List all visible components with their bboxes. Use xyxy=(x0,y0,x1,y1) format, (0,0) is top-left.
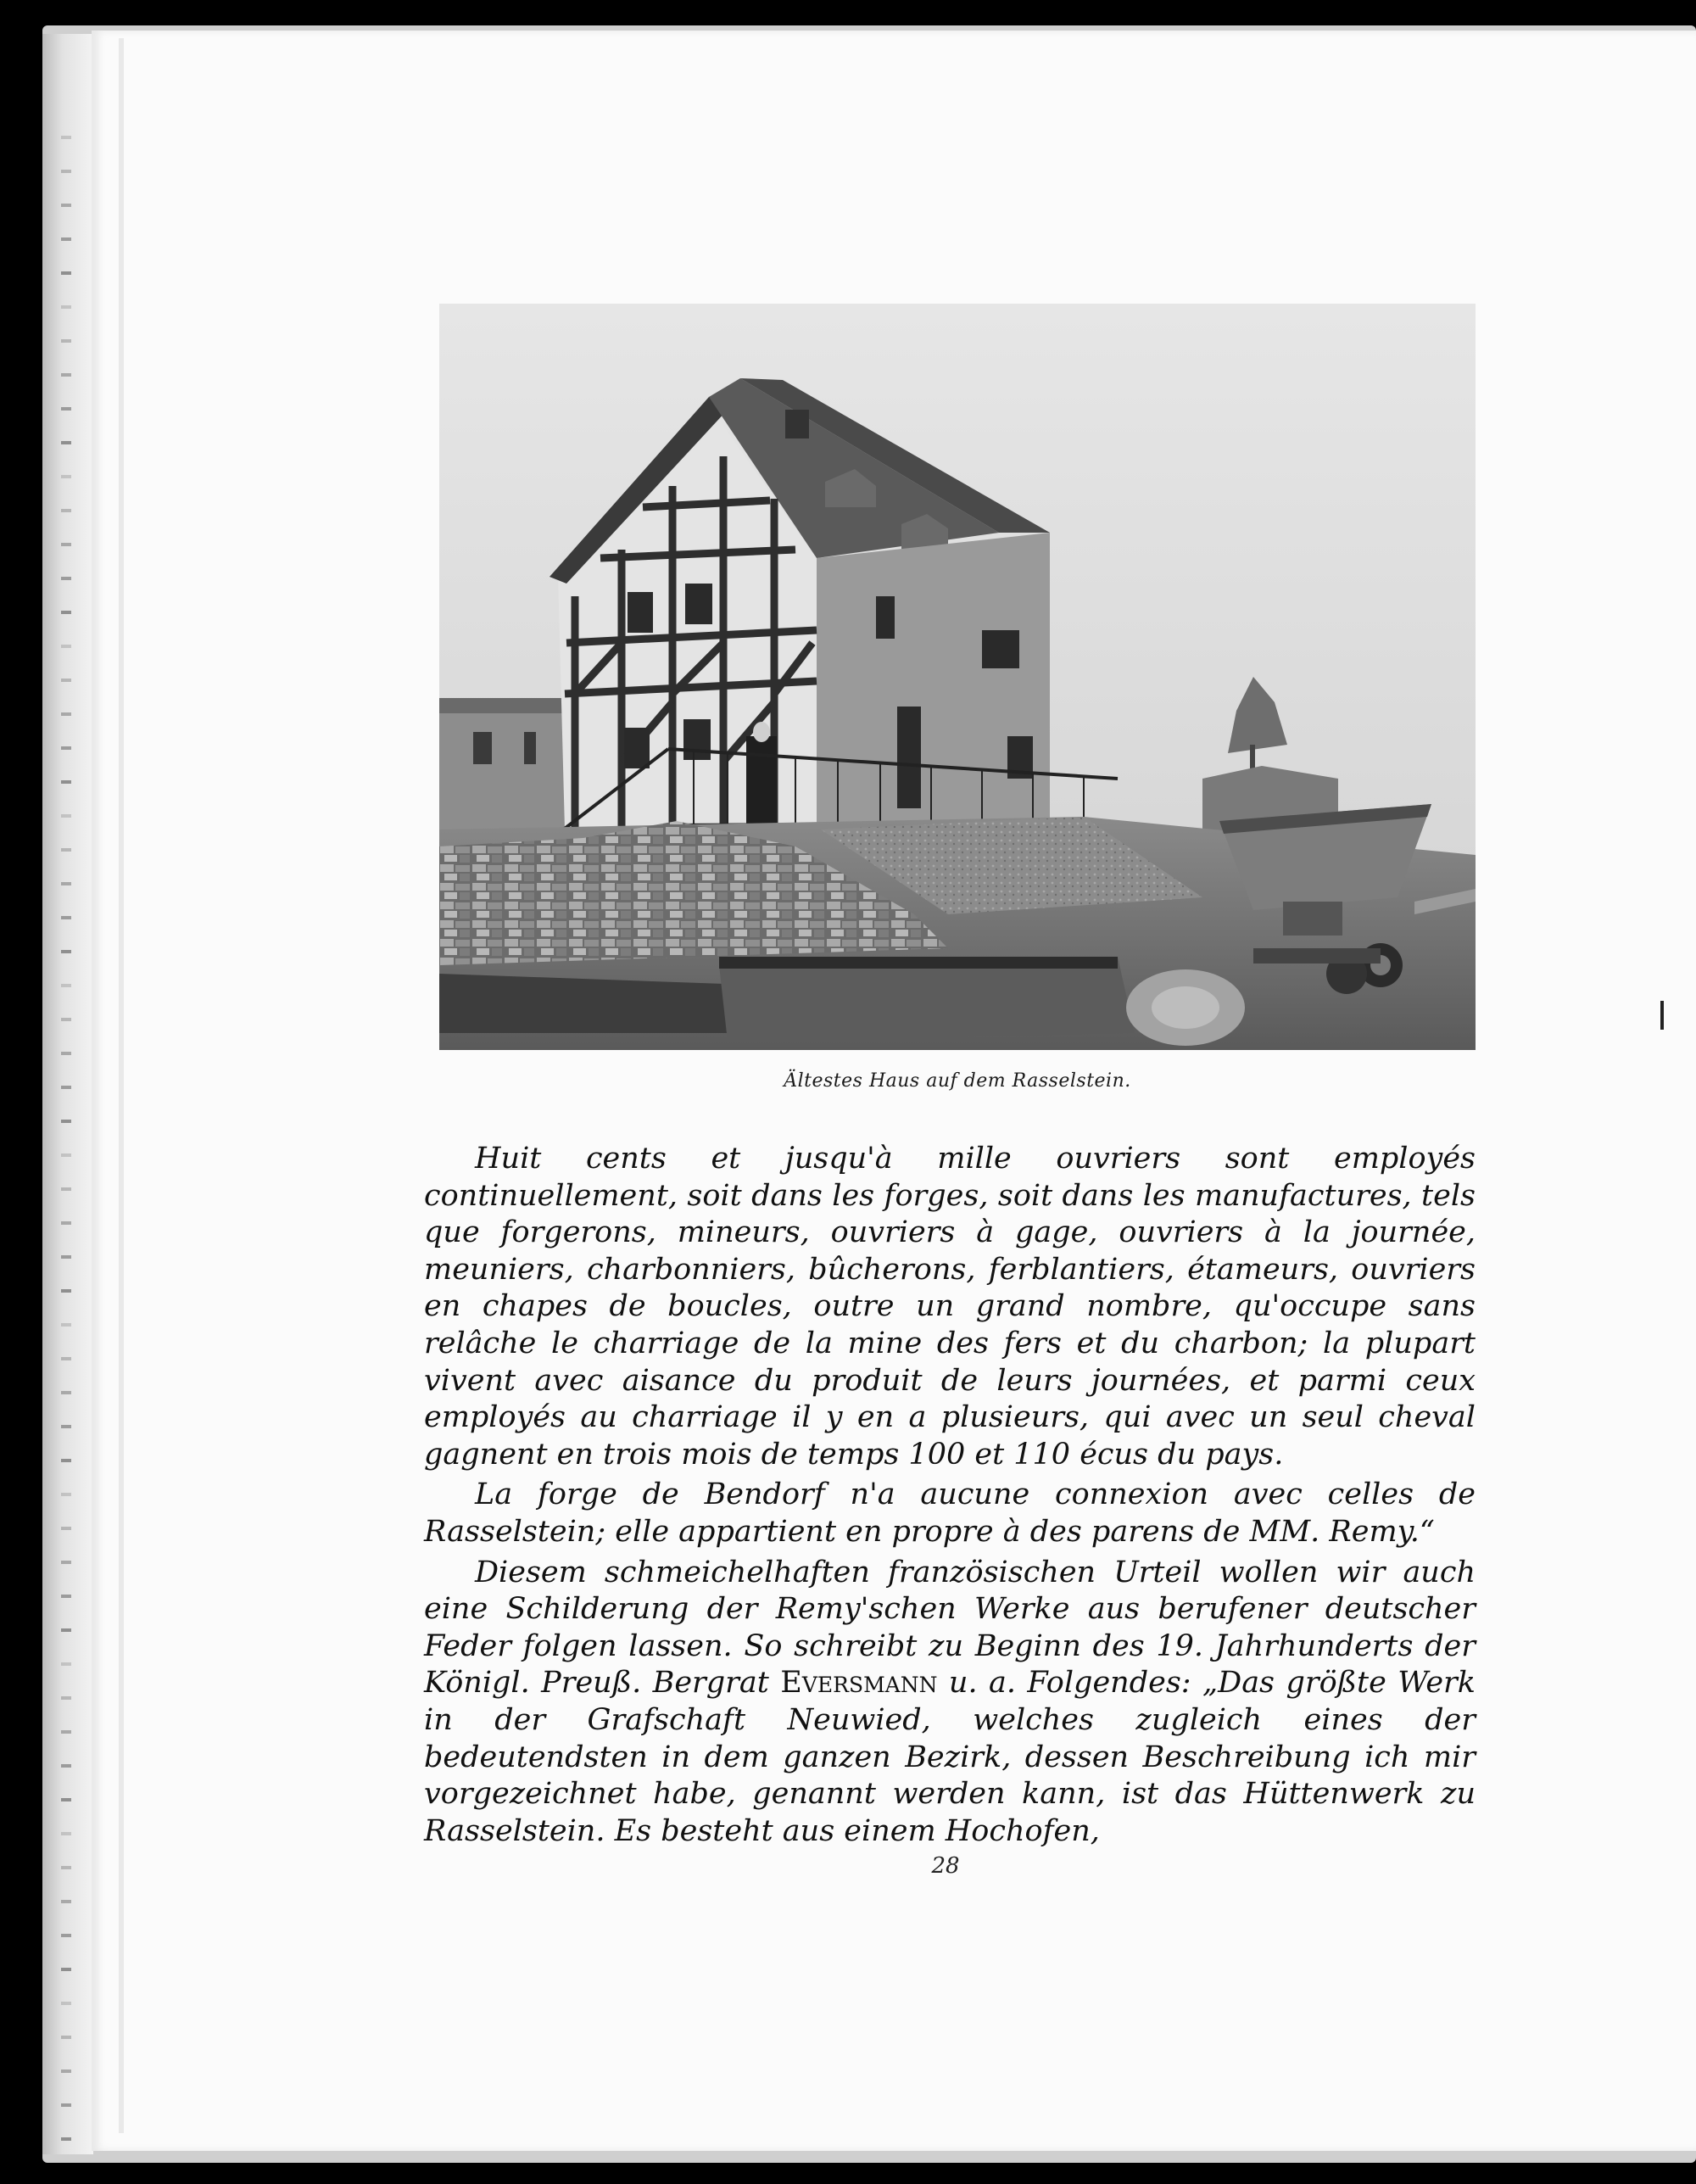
spine-speck xyxy=(61,2069,71,2073)
spine-speck xyxy=(61,170,71,173)
spine-speck xyxy=(61,1018,71,1021)
spine-speck xyxy=(61,441,71,444)
spine-speck xyxy=(61,1900,71,1903)
spine-speck xyxy=(61,1289,71,1293)
spine-speck xyxy=(61,848,71,852)
spine-speck xyxy=(61,611,71,614)
spine-speck xyxy=(61,1798,71,1801)
margin-mark xyxy=(1660,1001,1664,1030)
spine-speck xyxy=(61,916,71,919)
photograph-old-house xyxy=(439,304,1476,1050)
spine-speck xyxy=(61,1595,71,1598)
spine-speck xyxy=(61,712,71,716)
spine-speck xyxy=(61,577,71,580)
spine-speck xyxy=(61,204,71,207)
spine-speck xyxy=(61,1764,71,1768)
book-spine-edge xyxy=(42,34,93,2154)
spine-speck xyxy=(61,1696,71,1700)
spine-speck xyxy=(61,1153,71,1157)
spine-speck xyxy=(61,271,71,275)
spine-speck xyxy=(61,1561,71,1564)
spine-speck xyxy=(61,373,71,377)
spine-speck xyxy=(61,1730,71,1734)
spine-speck xyxy=(61,2002,71,2005)
spine-speck xyxy=(61,1493,71,1496)
spine-speck xyxy=(61,407,71,411)
spine-speck xyxy=(61,1832,71,1835)
spine-speck xyxy=(61,543,71,546)
page-number: 28 xyxy=(931,1853,960,1879)
spine-speck xyxy=(61,1866,71,1869)
spine-speck xyxy=(61,746,71,750)
spine-speck xyxy=(61,814,71,818)
spine-speck xyxy=(61,1255,71,1259)
spine-speck xyxy=(61,2036,71,2039)
spine-speck xyxy=(61,1527,71,1530)
page-gutter xyxy=(119,38,124,2133)
spine-speck xyxy=(61,475,71,478)
paragraph-1: Huit cents et jusqu'à mille ouvriers sont employés continuellement, soit dans les forges, soit dans les manufactures, tels que forgerons, mineurs, ouvriers à gage, ouvriers à la journée, meuniers, charbonniers, bûcherons, ferblantiers, étameurs, ouvriers en chapes de boucles, outre un grand nombre, qu'occupe sans relâche le charriage de la mine des fers et du charbon; la plupart vivent avec aisance du produit de leurs journées, et parmi ceux employés au charriage il y en a plusieurs, qui avec un seul cheval gagnent en trois mois de temps 100 et 110 écus du pays. xyxy=(424,1142,1476,1472)
spine-speck xyxy=(61,1459,71,1462)
spine-speck xyxy=(61,1628,71,1632)
spine-speck xyxy=(61,645,71,648)
photo-caption: Ältestes Haus auf dem Rasselstein. xyxy=(784,1070,1131,1092)
spine-speck xyxy=(61,780,71,784)
paragraph-3-start: Diesem schmeichelhaften französischen Urteil wollen wir auch eine Schilderung der Remy'schen Werke aus berufener deutscher Feder folgen lassen. So schreibt zu Beginn des 19. Jahrhunderts der Königl. Preuß. Bergrat xyxy=(424,1555,1476,1701)
spine-speck xyxy=(61,679,71,682)
spine-speck xyxy=(61,1934,71,1937)
spine-speck xyxy=(61,509,71,512)
spine-speck xyxy=(61,1323,71,1327)
spine-speck xyxy=(61,305,71,309)
spine-speck xyxy=(61,1968,71,1971)
paragraph-3 xyxy=(424,1555,1476,1851)
paragraph-2: La forge de Bendorf n'a aucune connexion avec celles de Rasselstein; elle appartient en propre à des parens de MM. Remy.“ xyxy=(424,1477,1476,1549)
spine-speck xyxy=(61,950,71,953)
spine-speck xyxy=(61,1120,71,1123)
spine-speck xyxy=(61,882,71,885)
spine-speck xyxy=(61,1425,71,1428)
spine-speck xyxy=(61,1187,71,1191)
spine-speck xyxy=(61,1391,71,1394)
spine-speck xyxy=(61,1221,71,1225)
spine-speck xyxy=(61,1086,71,1089)
spine-speck xyxy=(61,1357,71,1360)
author-name: Eversmann xyxy=(780,1666,938,1701)
spine-speck xyxy=(61,339,71,343)
spine-speck xyxy=(61,237,71,241)
spine-speck xyxy=(61,1662,71,1666)
spine-speck xyxy=(61,984,71,987)
body-text xyxy=(424,1141,1476,1853)
spine-speck xyxy=(61,2137,71,2141)
spine-speck xyxy=(61,2103,71,2107)
paragraph-3-end: u. a. Folgendes: „Das größte Werk in der Grafschaft Neuwied, welches zugleich eines der bedeutendsten in dem ganzen Bezirk, dessen Beschreibung ich mir vorgezeichnet habe, genannt werden kann, ist das Hüttenwerk zu Rasselstein. Es besteht aus einem Hochofen, xyxy=(424,1666,1476,1848)
spine-speck xyxy=(61,136,71,139)
spine-speck xyxy=(61,1052,71,1055)
